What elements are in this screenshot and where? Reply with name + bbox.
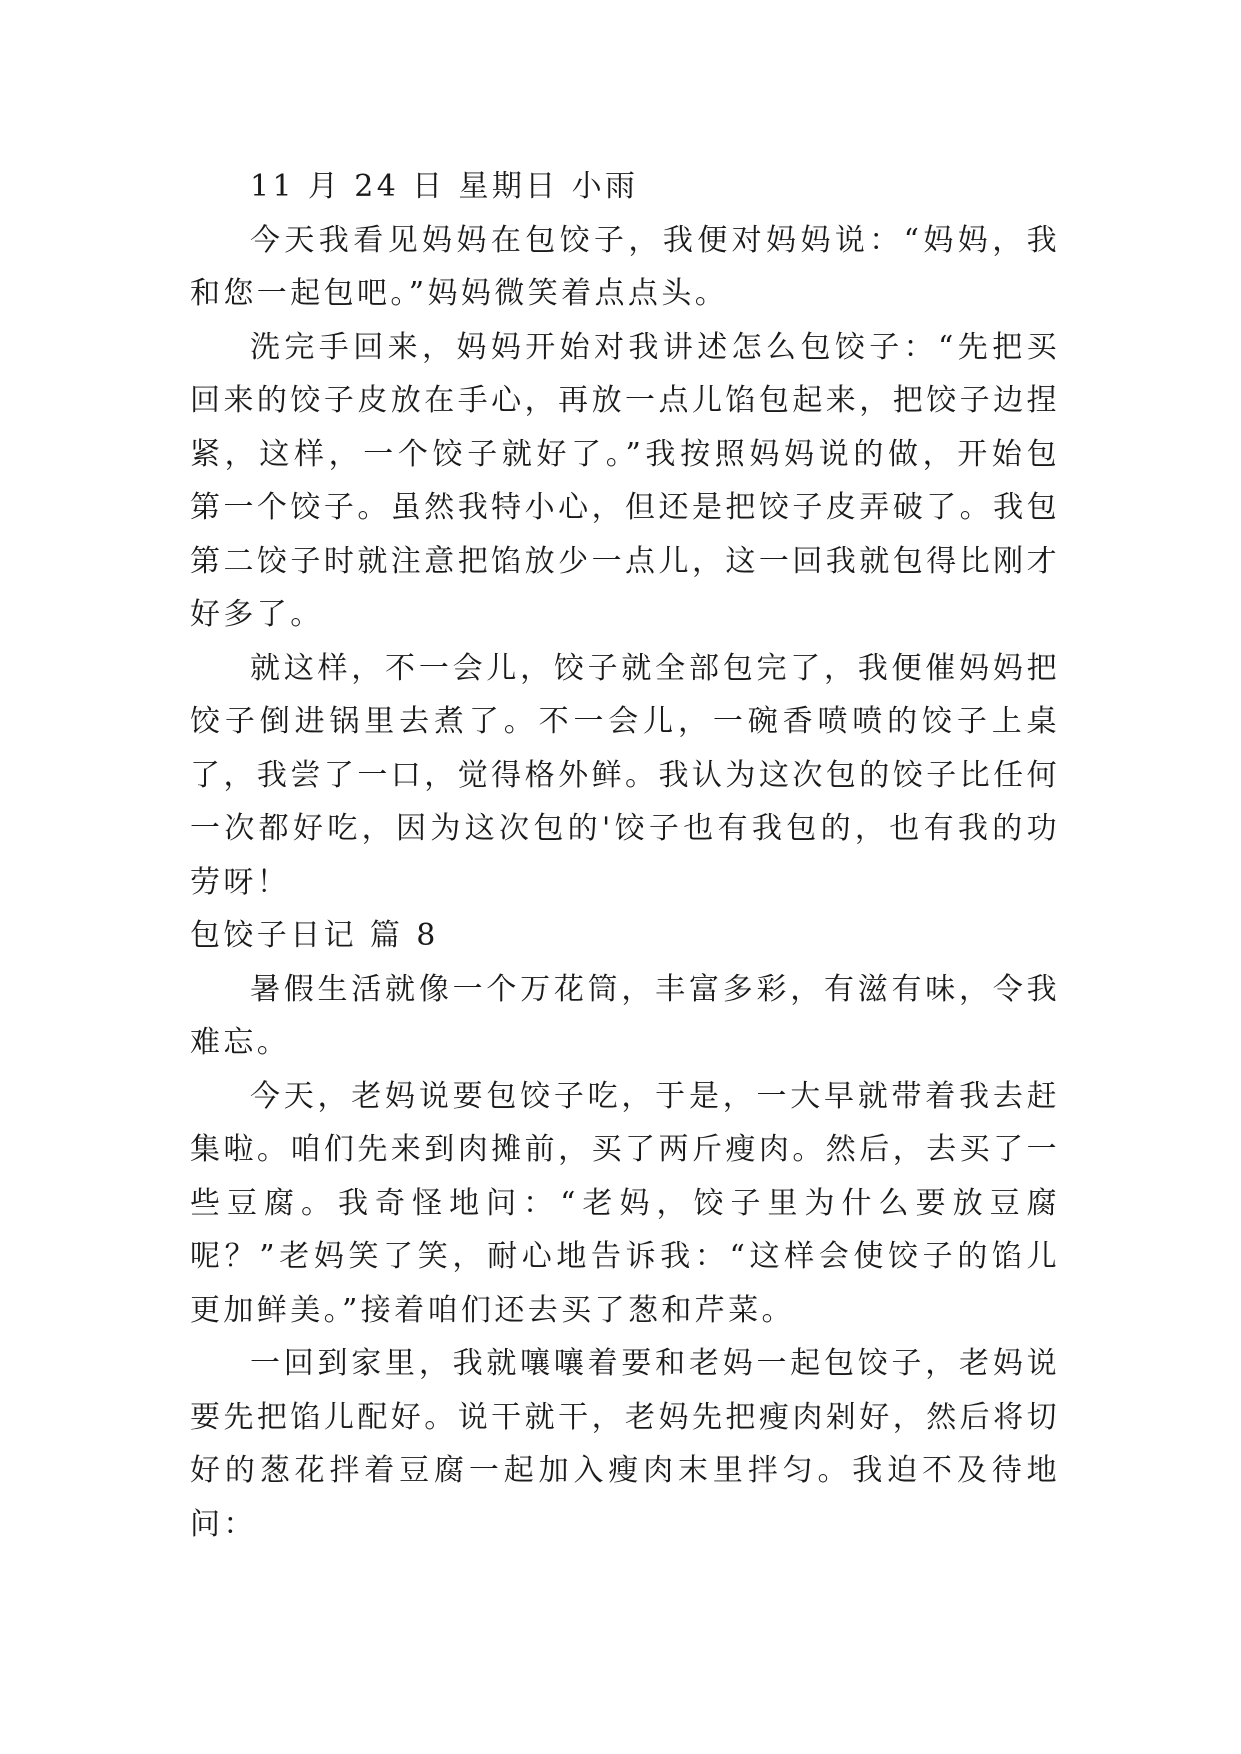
paragraph-4: 暑假生活就像一个万花筒，丰富多彩，有滋有味，令我难忘。 [190,971,1060,1060]
section-title: 包饺子日记 篇 8 [190,918,439,953]
date-line: 11 月 24 日 星期日 小雨 [250,169,639,204]
paragraph-6: 一回到家里，我就嚷嚷着要和老妈一起包饺子，老妈说要先把馅儿配好。说干就干，老妈先把瘦肉剁好，然后将切好的葱花拌着豆腐一起加入瘦肉末里拌匀。我迫不及待地问： [190,1346,1060,1542]
paragraph-5: 今天，老妈说要包饺子吃，于是，一大早就带着我去赶集啦。咱们先来到肉摊前，买了两斤瘦肉。然后，去买了一些豆腐。我奇怪地问：“老妈，饺子里为什么要放豆腐呢？”老妈笑了笑，耐心地告诉我：“这样会使饺子的馅儿更加鲜美。”接着咱们还去买了葱和芹菜。 [190,1078,1060,1328]
document-page [190,160,1060,1551]
paragraph-1: 今天我看见妈妈在包饺子，我便对妈妈说：“妈妈，我和您一起包吧。”妈妈微笑着点点头。 [190,222,1060,311]
paragraph-2: 洗完手回来，妈妈开始对我讲述怎么包饺子：“先把买回来的饺子皮放在手心，再放一点儿馅包起来，把饺子边捏紧，这样，一个饺子就好了。”我按照妈妈说的做，开始包第一个饺子。虽然我特小心，但还是把饺子皮弄破了。我包第二饺子时就注意把馅放少一点儿，这一回我就包得比刚才好多了。 [190,329,1060,632]
paragraph-3: 就这样，不一会儿，饺子就全部包完了，我便催妈妈把饺子倒进锅里去煮了。不一会儿，一碗香喷喷的饺子上桌了，我尝了一口，觉得格外鲜。我认为这次包的饺子比任何一次都好吃，因为这次包的'饺子也有我包的，也有我的功劳呀！ [190,650,1060,900]
